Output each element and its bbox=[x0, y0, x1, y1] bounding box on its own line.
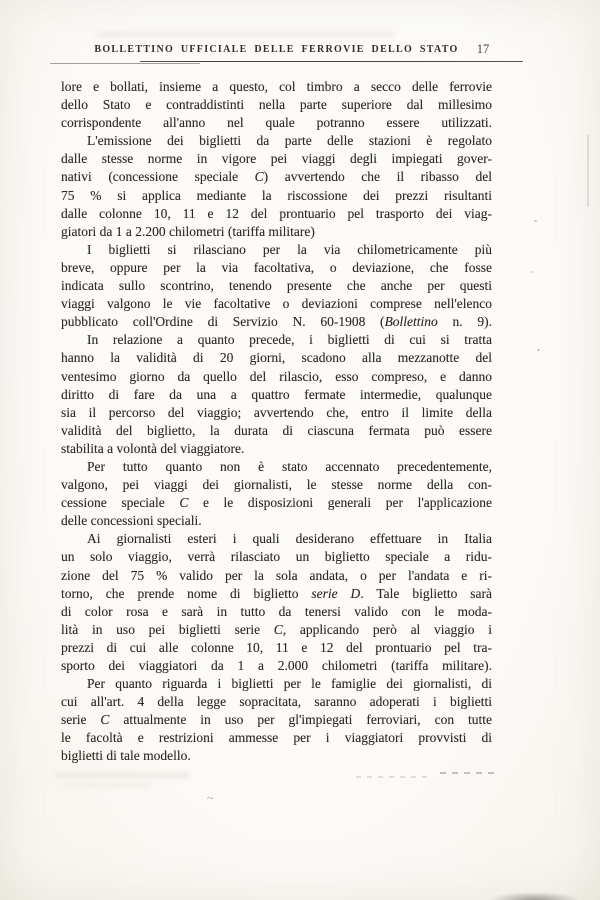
text-line: I biglietti si rilasciano per la via chilometricamente più bbox=[87, 241, 492, 257]
text-line: Per tutto quanto non è stato accennato precedentemente, bbox=[87, 458, 492, 474]
text-line: valgono, pei viaggi dei giornalisti, le stesse norme della con- bbox=[61, 477, 492, 493]
text-line: stabilita a volontà del viaggiatore. bbox=[61, 440, 245, 456]
page-number: 17 bbox=[476, 42, 490, 56]
text-line: delle concessioni speciali. bbox=[61, 513, 202, 529]
text-line: corrispondente all'anno nel quale potranno essere utilizzati. bbox=[61, 115, 492, 131]
text-line: zione del 75 % valido per la sola andata, o per l'andata e ri- bbox=[61, 567, 492, 583]
text-line: Ai giornalisti esteri i quali desiderano effettuare in Italia bbox=[87, 531, 492, 547]
scan-speck bbox=[537, 349, 540, 351]
scan-speck-row bbox=[440, 772, 498, 774]
text-line: le facoltà e restrizioni ammesse per i viaggiatori provvisti di bbox=[61, 730, 492, 746]
text-line: di color rosa e sarà in tutto da tenersi valido con le moda- bbox=[61, 603, 492, 619]
text-line: ventesimo giorno da quello del rilascio, esso compreso, e danno bbox=[61, 368, 492, 384]
text-line: giatori da 1 a 2.200 chilometri (tariffa militare) bbox=[61, 223, 315, 239]
text-line: torno, che prende nome di biglietto serie D. Tale biglietto sarà bbox=[61, 585, 492, 601]
text-line: sia il percorso del viaggio; avvertendo che, entro il limite della bbox=[61, 404, 492, 420]
running-head-title: BOLLETTINO UFFICIALE DELLE FERROVIE DELLO STATO bbox=[94, 44, 459, 55]
text-line: serie C attualmente in uso per gl'impiegati ferroviari, con tutte bbox=[61, 712, 492, 728]
show-through-band bbox=[55, 772, 190, 778]
text-line: diritto di fare da una a quattro fermate intermedie, qualunque bbox=[61, 386, 492, 402]
show-through-band bbox=[95, 31, 395, 38]
text-line: lore e bollati, insieme a questo, col timbro a secco delle ferrovie bbox=[61, 79, 492, 94]
text-line: lità in uso pei biglietti serie C, applicando però al viaggio i bbox=[61, 621, 492, 637]
text-line: dalle stesse norme in vigore pei viaggi degli impiegati gover- bbox=[61, 151, 492, 167]
bottom-edge-smudge bbox=[490, 892, 580, 900]
text-line: pubblicato coll'Ordine di Servizio N. 60-1908 (Bollettino n. 9). bbox=[61, 314, 492, 330]
text-line: hanno la validità di 20 giorni, scadono alla mezzanotte del bbox=[61, 350, 492, 366]
header-rule-segment bbox=[50, 63, 200, 64]
text-block bbox=[61, 78, 492, 766]
text-line: un solo viaggio, verrà rilasciato un biglietto speciale a ridu- bbox=[61, 549, 492, 565]
text-line: indicata sullo scontrino, tenendo presente che anche per questi bbox=[61, 278, 492, 294]
text-line: sporto dei viaggiatori da 1 a 2.000 chilometri (tariffa militare). bbox=[61, 658, 492, 673]
text-line: dello Stato e contraddistinti nella parte superiore dal millesimo bbox=[61, 97, 492, 113]
text-line: cessione speciale C e le disposizioni generali per l'applicazione bbox=[61, 495, 492, 511]
scan-speck-row bbox=[356, 776, 428, 778]
text-line: validità del biglietto, la durata di ciascuna fermata può essere bbox=[61, 422, 492, 438]
text-line: L'emissione dei biglietti da parte delle stazioni è regolato bbox=[87, 133, 492, 149]
text-line: breve, oppure per la via facoltativa, o deviazione, che fosse bbox=[61, 259, 492, 275]
text-line: viaggi valgono le vie facoltative o deviazioni comprese nell'elenco bbox=[61, 296, 492, 312]
show-through-band bbox=[62, 783, 152, 788]
page-edge-line bbox=[587, 135, 589, 207]
text-line: In relazione a quanto precede, i biglietti di cui si tratta bbox=[87, 332, 492, 348]
scan-squiggle-mark: ~ bbox=[207, 791, 214, 805]
text-line: Per quanto riguarda i biglietti per le famiglie dei giornalisti, di bbox=[87, 676, 492, 692]
text-line: dalle colonne 10, 11 e 12 del prontuario pel trasporto dei viag- bbox=[61, 205, 492, 221]
text-line: prezzi di cui alle colonne 10, 11 e 12 del prontuario pel tra- bbox=[61, 639, 492, 655]
header-rule bbox=[140, 61, 523, 63]
text-line: biglietti di tale modello. bbox=[61, 748, 191, 764]
text-line: 75 % si applica mediante la riscossione dei prezzi risultanti bbox=[61, 187, 492, 203]
scan-speck bbox=[531, 271, 534, 273]
text-line: nativi (concessione speciale C) avvertendo che il ribasso del bbox=[61, 169, 492, 185]
text-line: cui all'art. 4 della legge sopracitata, saranno adoperati i biglietti bbox=[61, 694, 492, 710]
scan-speck bbox=[534, 220, 537, 222]
